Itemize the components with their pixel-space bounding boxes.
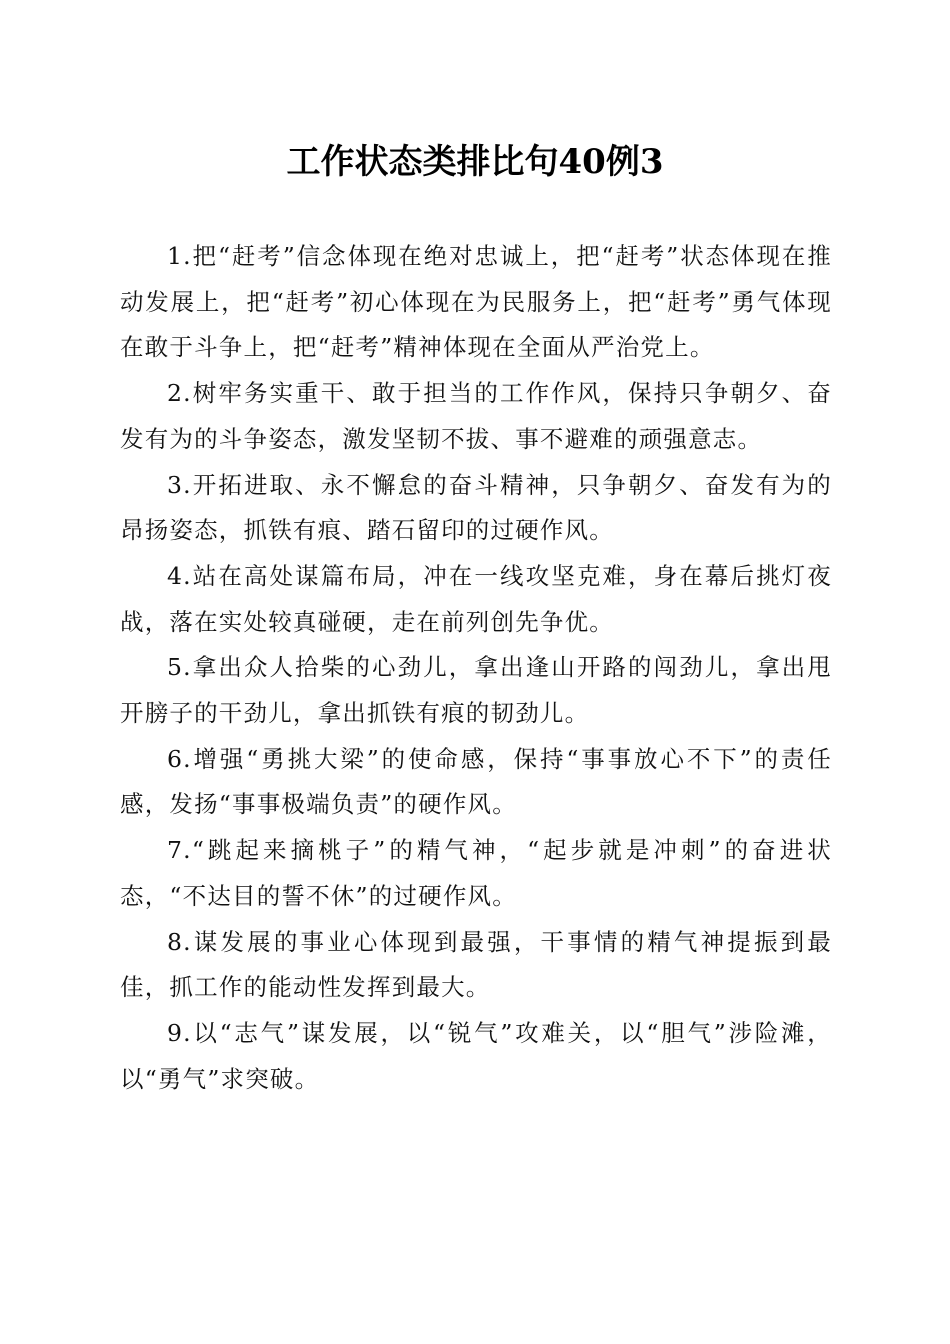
paragraph-1: 1.把“赶考”信念体现在绝对忠诚上，把“赶考”状态体现在推动发展上，把“赶考”初心体现在为民服务上，把“赶考”勇气体现在敢于斗争上，把“赶考”精神体现在全面从严治党上。 <box>120 242 832 362</box>
paragraph-4: 4.站在高处谋篇布局，冲在一线攻坚克难，身在幕后挑灯夜战，落在实处较真碰硬，走在前列创先争优。 <box>120 561 832 636</box>
paragraph-8: 8.谋发展的事业心体现到最强，干事情的精气神提振到最佳，抓工作的能动性发挥到最大。 <box>120 927 832 1002</box>
paragraph-2: 2.树牢务实重干、敢于担当的工作作风，保持只争朝夕、奋发有为的斗争姿态，激发坚韧不拔、事不避难的顽强意志。 <box>120 379 832 453</box>
paragraph-7: 7.“跳起来摘桃子”的精气神，“起步就是冲刺”的奋进状态，“不达目的誓不休”的过硬作风。 <box>120 836 832 910</box>
paragraph-5: 5.拿出众人拾柴的心劲儿，拿出逢山开路的闯劲儿，拿出甩开膀子的干劲儿，拿出抓铁有痕的韧劲儿。 <box>120 653 832 728</box>
document-body <box>120 234 832 1102</box>
paragraph-9: 9.以“志气”谋发展，以“锐气”攻难关，以“胆气”涉险滩，以“勇气”求突破。 <box>120 1018 832 1093</box>
paragraph-3: 3.开拓进取、永不懈怠的奋斗精神，只争朝夕、奋发有为的昂扬姿态，抓铁有痕、踏石留印的过硬作风。 <box>120 470 832 545</box>
paragraph-6: 6.增强“勇挑大梁”的使命感，保持“事事放心不下”的责任感，发扬“事事极端负责”的硬作风。 <box>120 744 832 819</box>
document-title: 工作状态类排比句40例3 <box>286 142 664 182</box>
